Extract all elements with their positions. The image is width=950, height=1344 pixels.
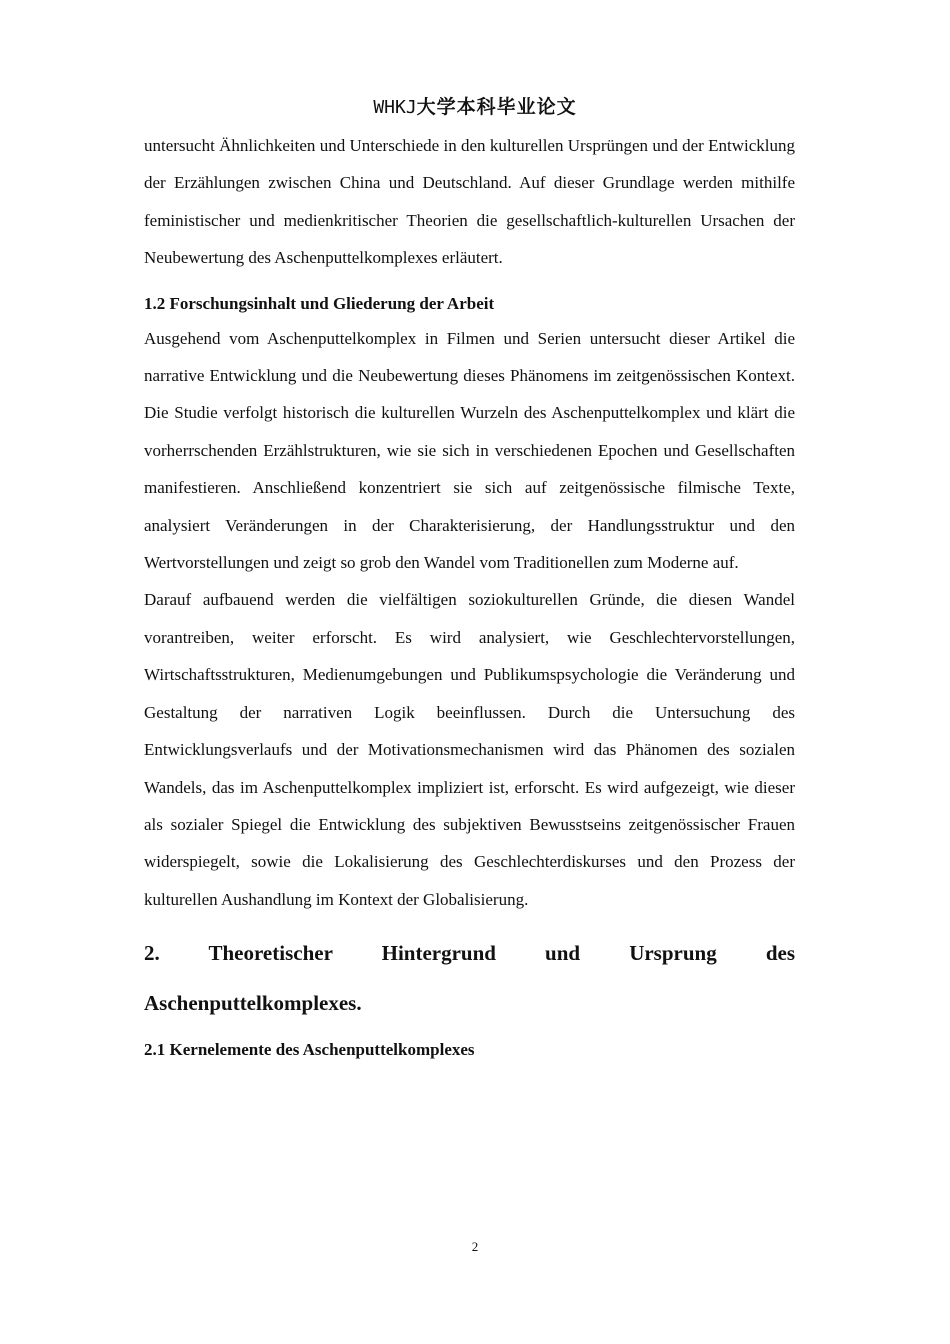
document-body <box>144 127 795 1066</box>
paragraph-sociocultural-reasons: Darauf aufbauend werden die vielfältigen soziokulturellen Gründe, die diesen Wandel vorantreiben, weiter erforscht. Es wird analysiert, wie Geschlechtervorstellungen, Wirtschaftsstrukturen, Medienumgebungen und Publikumspsychologie die Veränderung und Gestaltung der narrativen Logik beeinflussen. Durch die Untersuchung des Entwicklungsverlaufs und der Motivationsmechanismen wird das Phänomen des sozialen Wandels, das im Aschenputtelkomplex impliziert ist, erforscht. Es wird aufgezeigt, wie dieser als sozialer Spiegel die Entwicklung des subjektiven Bewusstseins zeitgenössischer Frauen widerspiegelt, sowie die Lokalisierung des Geschlechterdiskurses und den Prozess der kulturellen Aushandlung im Kontext der Globalisierung. <box>144 590 795 909</box>
paragraph-continuation: untersucht Ähnlichkeiten und Unterschiede in den kulturellen Ursprüngen und der Entwicklung der Erzählungen zwischen China und Deutschland. Auf dieser Grundlage werden mithilfe feministischer und medienkritischer Theorien die gesellschaftlich-kulturellen Ursachen der Neubewertung des Aschenputtelkomplexes erläutert. <box>144 136 795 268</box>
section-heading-1-2: 1.2 Forschungsinhalt und Gliederung der Arbeit <box>144 293 495 313</box>
page-number: 2 <box>471 1239 479 1254</box>
chapter-heading-2: 2. Theoretischer Hintergrund und Ursprung des Aschenputtelkomplexes. <box>144 941 795 1016</box>
section-heading-2-1: 2.1 Kernelemente des Aschenputtelkomplexes <box>144 1040 475 1060</box>
paragraph-research-content: Ausgehend vom Aschenputtelkomplex in Filmen und Serien untersucht dieser Artikel die narrative Entwicklung und die Neubewertung dieses Phänomens im zeitgenössischen Kontext. Die Studie verfolgt historisch die kulturellen Wurzeln des Aschenputtelkomplex und klärt die vorherrschenden Erzählstrukturen, wie sie sich in verschiedenen Epochen und Gesellschaften manifestieren. Anschließend konzentriert sie sich auf zeitgenössische filmische Texte, analysiert Veränderungen in der Charakterisierung, der Handlungsstruktur und den Wertvorstellungen und zeigt so grob den Wandel vom Traditionellen zum Moderne auf. <box>144 328 795 573</box>
header-institution-code: WHKJ <box>373 97 417 118</box>
page-header <box>0 94 950 121</box>
header-thesis-title: 大学本科毕业论文 <box>416 96 577 118</box>
